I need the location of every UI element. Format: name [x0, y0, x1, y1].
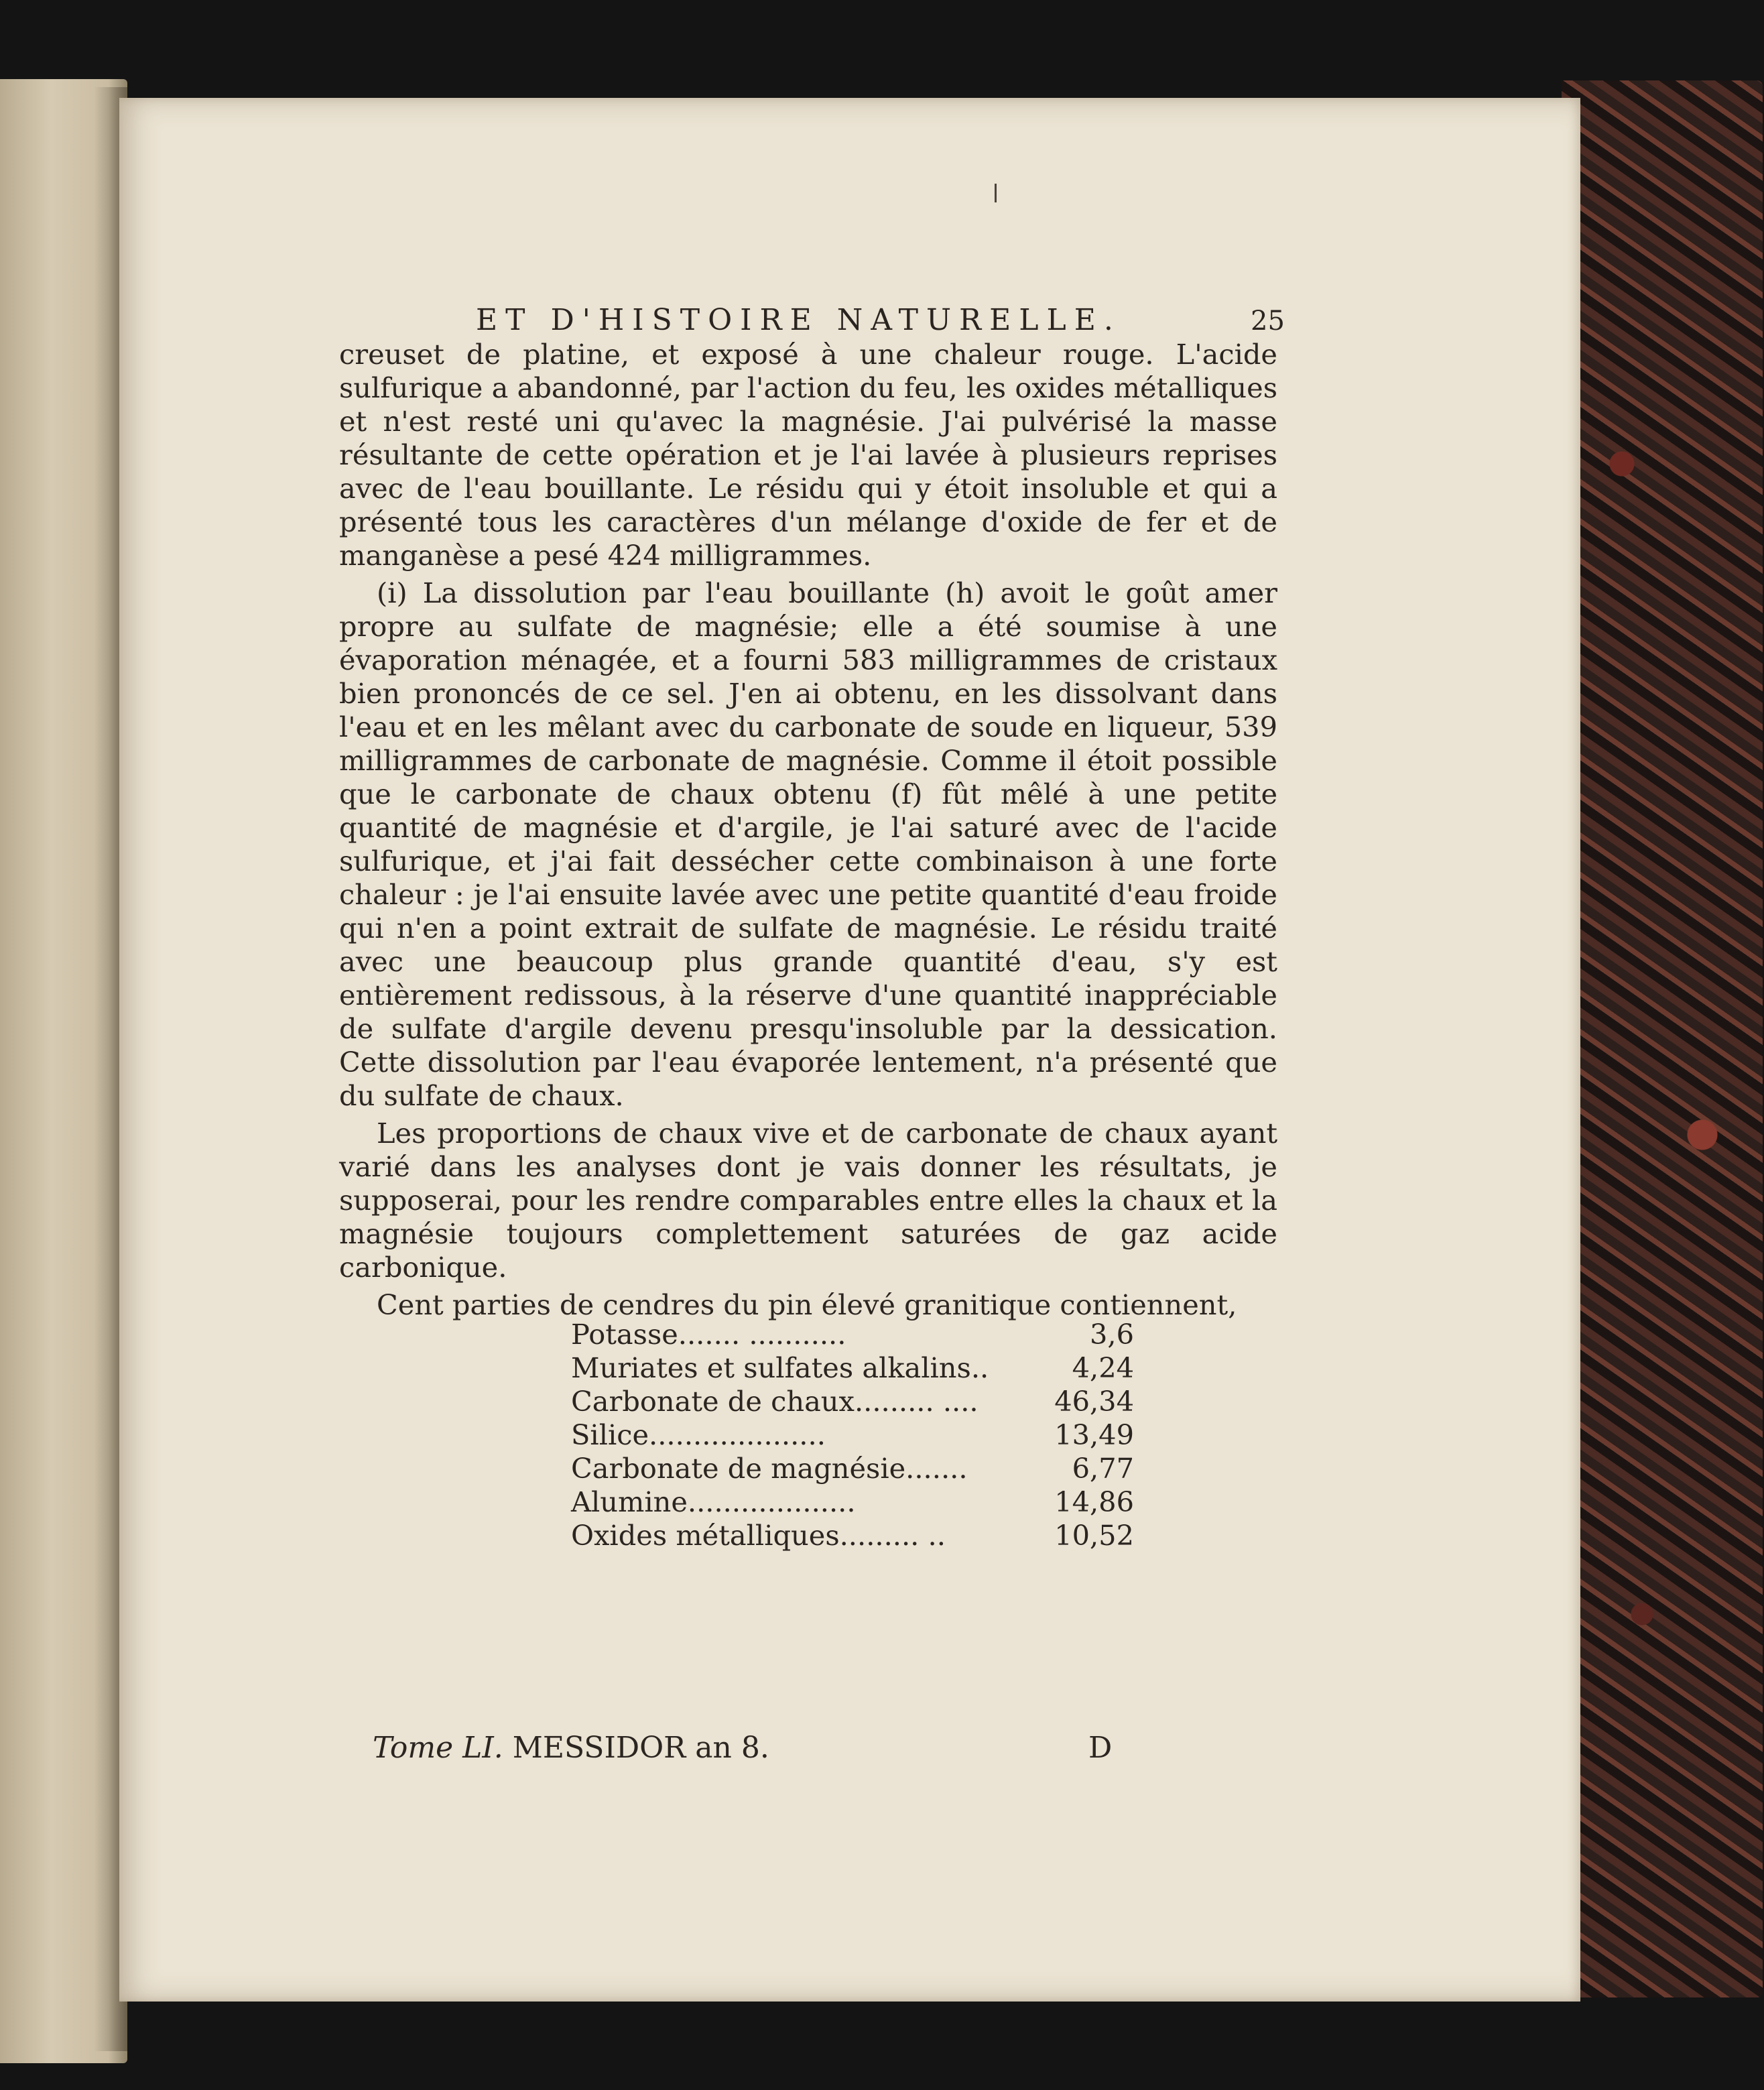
table-row	[571, 1485, 1134, 1519]
paragraph: creuset de platine, et exposé à une chaleur rouge. L'acide sulfurique a abandonné, par l'action du feu, les oxides métalliques et n'est resté uni qu'avec la magnésie. J'ai pulvérisé la masse résultante de cette opération et je l'ai lavée à plusieurs reprises avec de l'eau bouillante. Le résidu qui y étoit insoluble et qui a présenté tous les caractères d'un mélange d'oxide de fer et de manganèse a pesé 424 milligrammes.	[339, 338, 1277, 572]
marbled-cover-board	[1562, 80, 1763, 1997]
footer-citation	[373, 1731, 769, 1765]
row-label: Muriates et sulfates alkalins..	[571, 1351, 989, 1384]
row-value: 13,49	[1054, 1418, 1134, 1451]
table-row	[571, 1418, 1134, 1452]
page-number: 25	[1251, 306, 1285, 336]
table-row	[571, 1351, 1134, 1385]
table-row	[571, 1318, 1134, 1351]
table-row	[571, 1452, 1134, 1485]
table-row	[571, 1385, 1134, 1418]
row-value: 46,34	[1054, 1385, 1134, 1418]
row-label: Carbonate de chaux......... ....	[571, 1385, 979, 1418]
row-value: 10,52	[1054, 1519, 1134, 1552]
row-value: 14,86	[1054, 1485, 1134, 1518]
signature-mark: D	[1088, 1731, 1113, 1765]
body-text	[339, 338, 1277, 1322]
row-value: 3,6	[1090, 1318, 1134, 1351]
paragraph: (i) La dissolution par l'eau bouillante (h) avoit le goût amer propre au sulfate de magnésie; elle a été soumise à une évaporation ménagée, et a fourni 583 milligrammes de cristaux bien prononcés de ce sel. J'en ai obtenu, en les dissolvant dans l'eau et en les mêlant avec du carbonate de soude en liqueur, 539 milligrammes de carbonate de magnésie. Comme il étoit possible que le carbonate de chaux obtenu (f) fût mêlé à une petite quantité de magnésie et d'argile, je l'ai saturé avec de l'acide sulfurique, et j'ai fait dessécher cette combinaison à une forte chaleur : je l'ai ensuite lavée avec une petite quantité d'eau froide qui n'en a point extrait de sulfate de magnésie. Le résidu traité avec une beaucoup plus grande quantité d'eau, s'y est entièrement redissous, à la réserve d'une quantité inappréciable de sulfate d'argile devenu presqu'insoluble par la dessication. Cette dissolution par l'eau évaporée lentement, n'a présenté que du sulfate de chaux.	[339, 576, 1277, 1112]
page-mark	[995, 184, 997, 202]
row-value: 6,77	[1072, 1452, 1134, 1485]
composition-table	[571, 1318, 1134, 1552]
row-label: Alumine...................	[571, 1485, 856, 1518]
paragraph: Cent parties de cendres du pin élevé granitique contiennent,	[377, 1288, 1237, 1321]
row-label: Carbonate de magnésie.......	[571, 1452, 968, 1485]
row-label: Potasse....... ...........	[571, 1318, 846, 1351]
issue-label: MESSIDOR an 8.	[512, 1731, 769, 1765]
row-label: Silice....................	[571, 1418, 826, 1451]
volume-label: Tome LI.	[373, 1731, 503, 1765]
table-row	[571, 1519, 1134, 1552]
paragraph: Les proportions de chaux vive et de carbonate de chaux ayant varié dans les analyses dont je vais donner les résultats, je supposerai, pour les rendre comparables entre elles la chaux et la magnésie toujours complettement saturées de gaz acide carbonique.	[339, 1117, 1277, 1284]
running-head: ET D'HISTOIRE NATURELLE.	[476, 303, 1121, 337]
row-label: Oxides métalliques......... ..	[571, 1519, 946, 1552]
row-value: 4,24	[1072, 1351, 1134, 1384]
